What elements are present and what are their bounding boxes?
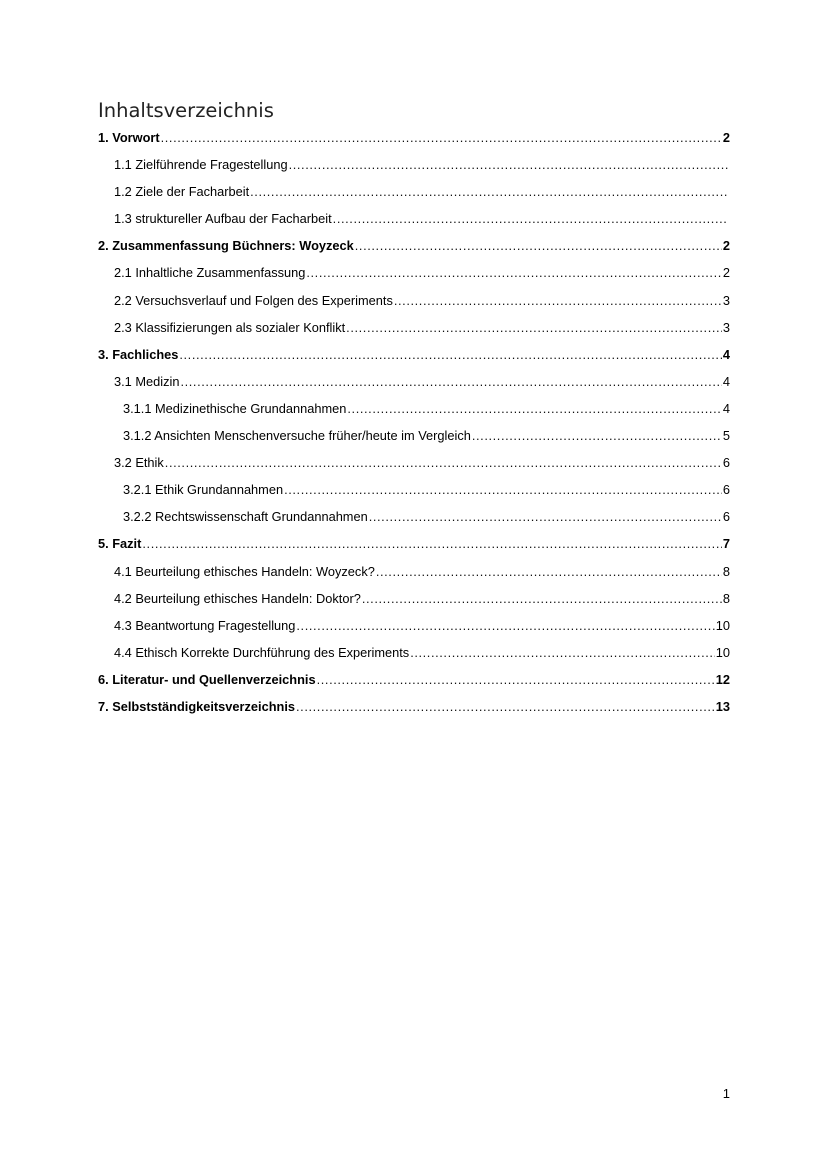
toc-entry-label: 1.2 Ziele der Facharbeit (114, 184, 250, 200)
toc-entry[interactable] (98, 314, 730, 341)
dot-leader (180, 368, 721, 395)
toc-entry[interactable] (98, 178, 730, 205)
toc-entry-label: 4.2 Beurteilung ethisches Handeln: Doktor? (114, 590, 361, 606)
toc-title: Inhaltsverzeichnis (98, 99, 274, 122)
dot-leader (250, 178, 728, 205)
toc-entry-label: 1. Vorwort (98, 130, 160, 145)
dot-leader (472, 422, 722, 449)
toc-entry-page: 5 (722, 428, 730, 444)
toc-entry-label: 3.2.2 Rechtswissenschaft Grundannahmen (123, 509, 368, 525)
page-number: 1 (722, 1086, 730, 1101)
dot-leader (142, 530, 721, 557)
dot-leader (296, 693, 715, 720)
toc-entry-page: 6 (722, 509, 730, 525)
toc-entry-label: 3.2.1 Ethik Grundannahmen (123, 482, 284, 498)
toc-entry[interactable] (98, 422, 730, 449)
toc-entry-page: 6 (722, 455, 730, 471)
dot-leader (284, 476, 722, 503)
toc-entry-label: 7. Selbstständigkeitsverzeichnis (98, 698, 296, 714)
dot-leader (306, 259, 722, 286)
dot-leader (410, 639, 715, 666)
dot-leader (346, 314, 722, 341)
toc-entry-page: 7 (722, 536, 730, 552)
dot-leader (289, 151, 728, 178)
toc-entry-label: 3. Fachliches (98, 346, 179, 362)
dot-leader (179, 341, 722, 368)
toc-entry-page: 13 (715, 698, 730, 714)
dot-leader (296, 612, 714, 639)
toc-entry[interactable] (98, 151, 730, 178)
toc-entry-label: 4.4 Ethisch Korrekte Durchführung des Experiments (114, 644, 410, 660)
dot-leader (376, 558, 722, 585)
toc-entry-label: 2.2 Versuchsverlauf und Folgen des Experiments (114, 292, 393, 308)
toc-entry-page: 10 (715, 644, 730, 660)
toc-entry[interactable] (98, 666, 730, 693)
dot-leader (317, 666, 715, 693)
toc-entry-page: 2 (722, 130, 730, 145)
toc-entry[interactable] (98, 368, 730, 395)
dot-leader (362, 585, 722, 612)
toc-entry-label: 4.3 Beantwortung Fragestellung (114, 617, 296, 633)
toc-entry[interactable] (98, 341, 730, 368)
toc-entry-page: 6 (722, 482, 730, 498)
toc-entry-label: 3.1.2 Ansichten Menschenversuche früher/heute im Vergleich (123, 428, 471, 444)
dot-leader (347, 395, 721, 422)
dot-leader (369, 503, 722, 530)
toc-entry-label: 3.1 Medizin (114, 373, 180, 389)
dot-leader (355, 232, 722, 259)
toc-entry-label: 4.1 Beurteilung ethisches Handeln: Woyzeck? (114, 563, 375, 579)
toc-entry-page: 8 (722, 590, 730, 606)
toc-entry-label: 3.2 Ethik (114, 455, 164, 471)
toc-entry-page: 4 (722, 346, 730, 362)
toc-entry-page: 3 (722, 292, 730, 308)
dot-leader (333, 205, 728, 232)
toc-entry-label: 2.1 Inhaltliche Zusammenfassung (114, 265, 306, 281)
toc-entry-page: 8 (722, 563, 730, 579)
toc-entry[interactable] (98, 558, 730, 585)
toc-entry-label: 1.3 struktureller Aufbau der Facharbeit (114, 211, 332, 227)
toc-entry[interactable] (98, 287, 730, 314)
toc-entry[interactable] (98, 612, 730, 639)
toc-entry[interactable] (98, 232, 730, 259)
table-of-contents (98, 124, 730, 720)
toc-entry-label: 3.1.1 Medizinethische Grundannahmen (123, 400, 347, 416)
toc-entry[interactable] (98, 503, 730, 530)
toc-entry[interactable] (98, 693, 730, 720)
toc-entry-page: 4 (722, 400, 730, 416)
toc-entry-label: 2. Zusammenfassung Büchners: Woyzeck (98, 238, 354, 254)
toc-entry[interactable] (98, 205, 730, 232)
toc-entry-label: 1.1 Zielführende Fragestellung (114, 157, 288, 173)
dot-leader (165, 449, 722, 476)
toc-entry[interactable] (98, 476, 730, 503)
toc-entry[interactable] (98, 259, 730, 286)
toc-entry-page: 2 (722, 238, 730, 254)
dot-leader (161, 124, 722, 151)
toc-entry[interactable] (98, 530, 730, 557)
toc-entry-page: 10 (715, 617, 730, 633)
toc-entry[interactable] (98, 124, 730, 151)
toc-entry-label: 2.3 Klassifizierungen als sozialer Konflikt (114, 319, 346, 335)
toc-entry-label: 6. Literatur- und Quellenverzeichnis (98, 671, 316, 687)
toc-entry-page: 4 (722, 373, 730, 389)
toc-entry-label: 5. Fazit (98, 536, 142, 552)
toc-entry-page: 3 (722, 319, 730, 335)
toc-entry[interactable] (98, 395, 730, 422)
toc-entry[interactable] (98, 585, 730, 612)
toc-entry[interactable] (98, 639, 730, 666)
toc-entry-page: 12 (715, 671, 730, 687)
toc-entry[interactable] (98, 449, 730, 476)
toc-entry-page: 2 (722, 265, 730, 281)
dot-leader (394, 287, 722, 314)
